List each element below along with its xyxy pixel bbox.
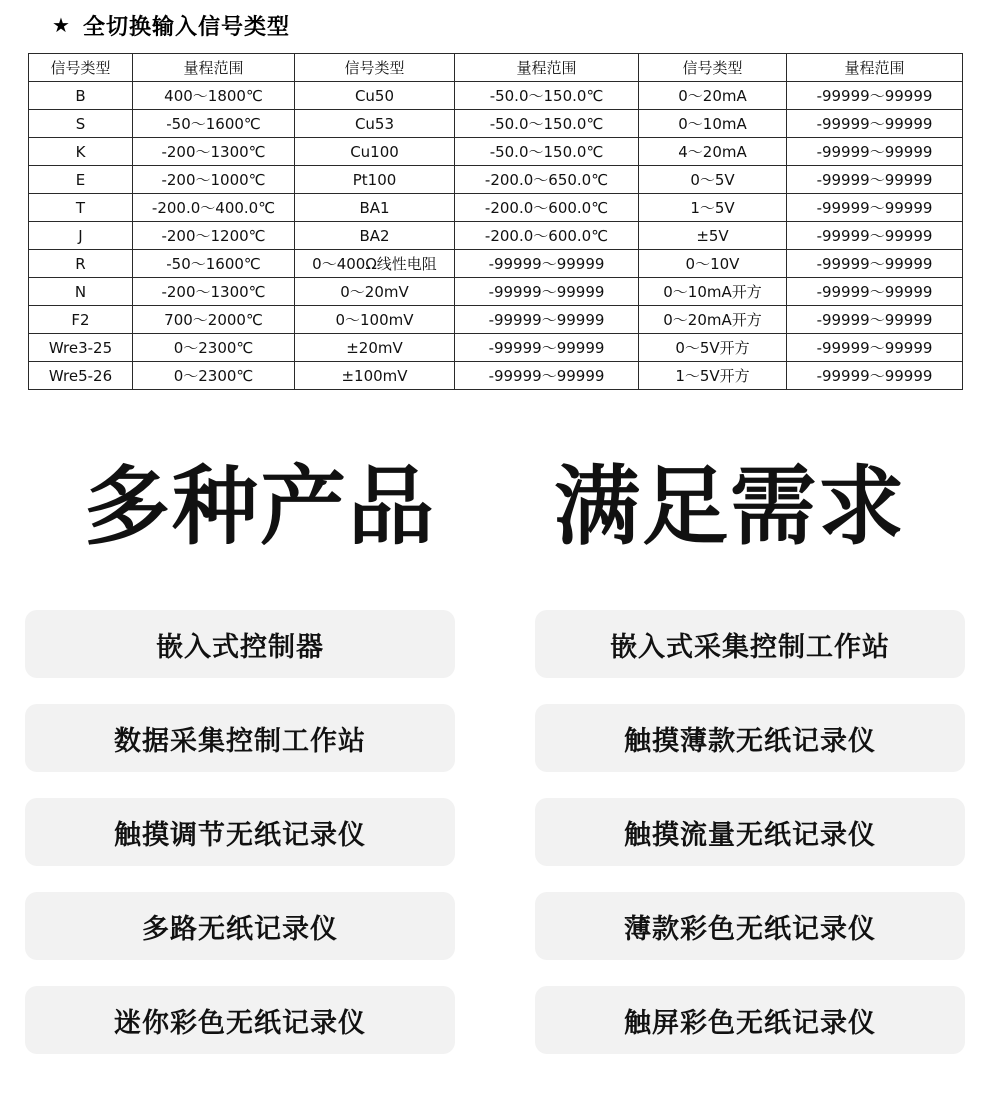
cell-signal-type: BA2 — [295, 222, 455, 250]
section-heading-label: 全切换输入信号类型 — [82, 14, 290, 39]
cell-range: -200～1200℃ — [133, 222, 295, 250]
cell-signal-type: T — [29, 194, 133, 222]
table-header-row — [29, 54, 963, 82]
table-row — [29, 250, 963, 278]
cell-range: -99999～99999 — [787, 194, 963, 222]
cell-signal-type: Pt100 — [295, 166, 455, 194]
cell-signal-type: S — [29, 110, 133, 138]
cell-signal-type: 0～20mA — [639, 82, 787, 110]
cell-range: -99999～99999 — [787, 250, 963, 278]
cell-range: -99999～99999 — [787, 82, 963, 110]
cell-signal-type: 0～20mA开方 — [639, 306, 787, 334]
product-pill[interactable]: 触摸调节无纸记录仪 — [25, 798, 455, 866]
cell-range: -200～1300℃ — [133, 278, 295, 306]
cell-signal-type: F2 — [29, 306, 133, 334]
product-pill[interactable]: 触屏彩色无纸记录仪 — [535, 986, 965, 1054]
product-pill[interactable]: 触摸薄款无纸记录仪 — [535, 704, 965, 772]
cell-signal-type: R — [29, 250, 133, 278]
cell-range: -200.0～650.0℃ — [455, 166, 639, 194]
cell-range: -50～1600℃ — [133, 250, 295, 278]
cell-signal-type: 1～5V开方 — [639, 362, 787, 390]
cell-range: -99999～99999 — [787, 278, 963, 306]
table-row — [29, 362, 963, 390]
cell-range: -99999～99999 — [787, 334, 963, 362]
cell-range: -99999～99999 — [787, 222, 963, 250]
cell-range: -99999～99999 — [787, 138, 963, 166]
banner-title — [0, 457, 990, 557]
cell-signal-type: BA1 — [295, 194, 455, 222]
cell-range: 700～2000℃ — [133, 306, 295, 334]
table-row — [29, 82, 963, 110]
product-pill[interactable]: 迷你彩色无纸记录仪 — [25, 986, 455, 1054]
column-header: 量程范围 — [787, 54, 963, 82]
cell-range: -99999～99999 — [455, 278, 639, 306]
table-row — [29, 306, 963, 334]
cell-range: -99999～99999 — [787, 166, 963, 194]
cell-signal-type: N — [29, 278, 133, 306]
cell-signal-type: Cu50 — [295, 82, 455, 110]
table-row — [29, 334, 963, 362]
cell-range: -99999～99999 — [455, 306, 639, 334]
column-header: 信号类型 — [295, 54, 455, 82]
cell-range: -50.0～150.0℃ — [455, 110, 639, 138]
cell-signal-type: 0～20mV — [295, 278, 455, 306]
cell-signal-type: Cu53 — [295, 110, 455, 138]
column-header: 信号类型 — [639, 54, 787, 82]
cell-signal-type: 0～10mA — [639, 110, 787, 138]
cell-signal-type: 0～10mA开方 — [639, 278, 787, 306]
product-pill[interactable]: 触摸流量无纸记录仪 — [535, 798, 965, 866]
signal-type-table-wrapper — [28, 53, 962, 390]
product-pill-grid — [25, 610, 965, 1054]
cell-signal-type: ±100mV — [295, 362, 455, 390]
cell-signal-type: 0～100mV — [295, 306, 455, 334]
column-header: 量程范围 — [455, 54, 639, 82]
product-pill[interactable]: 薄款彩色无纸记录仪 — [535, 892, 965, 960]
cell-range: 400～1800℃ — [133, 82, 295, 110]
cell-range: -200～1300℃ — [133, 138, 295, 166]
cell-range: -50.0～150.0℃ — [455, 82, 639, 110]
column-header: 信号类型 — [29, 54, 133, 82]
banner-title-left: 多种产品 — [84, 457, 437, 557]
star-icon: ★ — [52, 14, 71, 37]
cell-signal-type: ±20mV — [295, 334, 455, 362]
banner-title-right: 满足需求 — [553, 457, 906, 557]
product-pill[interactable]: 嵌入式采集控制工作站 — [535, 610, 965, 678]
cell-range: -200.0～400.0℃ — [133, 194, 295, 222]
table-row — [29, 166, 963, 194]
cell-range: 0～2300℃ — [133, 362, 295, 390]
product-pill[interactable]: 数据采集控制工作站 — [25, 704, 455, 772]
table-row — [29, 110, 963, 138]
cell-signal-type: ±5V — [639, 222, 787, 250]
cell-signal-type: J — [29, 222, 133, 250]
cell-signal-type: Wre5-26 — [29, 362, 133, 390]
cell-signal-type: 4～20mA — [639, 138, 787, 166]
table-row — [29, 278, 963, 306]
cell-signal-type: B — [29, 82, 133, 110]
cell-range: -200.0～600.0℃ — [455, 194, 639, 222]
cell-signal-type: E — [29, 166, 133, 194]
cell-range: -50～1600℃ — [133, 110, 295, 138]
cell-range: -99999～99999 — [787, 306, 963, 334]
cell-signal-type: Cu100 — [295, 138, 455, 166]
product-pill[interactable]: 嵌入式控制器 — [25, 610, 455, 678]
cell-range: -200.0～600.0℃ — [455, 222, 639, 250]
cell-range: -99999～99999 — [787, 362, 963, 390]
cell-range: -99999～99999 — [455, 362, 639, 390]
product-pill[interactable]: 多路无纸记录仪 — [25, 892, 455, 960]
table-row — [29, 222, 963, 250]
cell-signal-type: Wre3-25 — [29, 334, 133, 362]
cell-signal-type: 0～5V — [639, 166, 787, 194]
cell-signal-type: 0～10V — [639, 250, 787, 278]
cell-signal-type: 0～5V开方 — [639, 334, 787, 362]
cell-range: 0～2300℃ — [133, 334, 295, 362]
section-heading — [52, 10, 990, 41]
cell-range: -50.0～150.0℃ — [455, 138, 639, 166]
cell-signal-type: 0～400Ω线性电阻 — [295, 250, 455, 278]
table-row — [29, 138, 963, 166]
cell-signal-type: K — [29, 138, 133, 166]
cell-range: -99999～99999 — [455, 334, 639, 362]
cell-range: -99999～99999 — [455, 250, 639, 278]
column-header: 量程范围 — [133, 54, 295, 82]
signal-type-table — [28, 53, 963, 390]
cell-range: -200～1000℃ — [133, 166, 295, 194]
cell-range: -99999～99999 — [787, 110, 963, 138]
table-row — [29, 194, 963, 222]
cell-signal-type: 1～5V — [639, 194, 787, 222]
